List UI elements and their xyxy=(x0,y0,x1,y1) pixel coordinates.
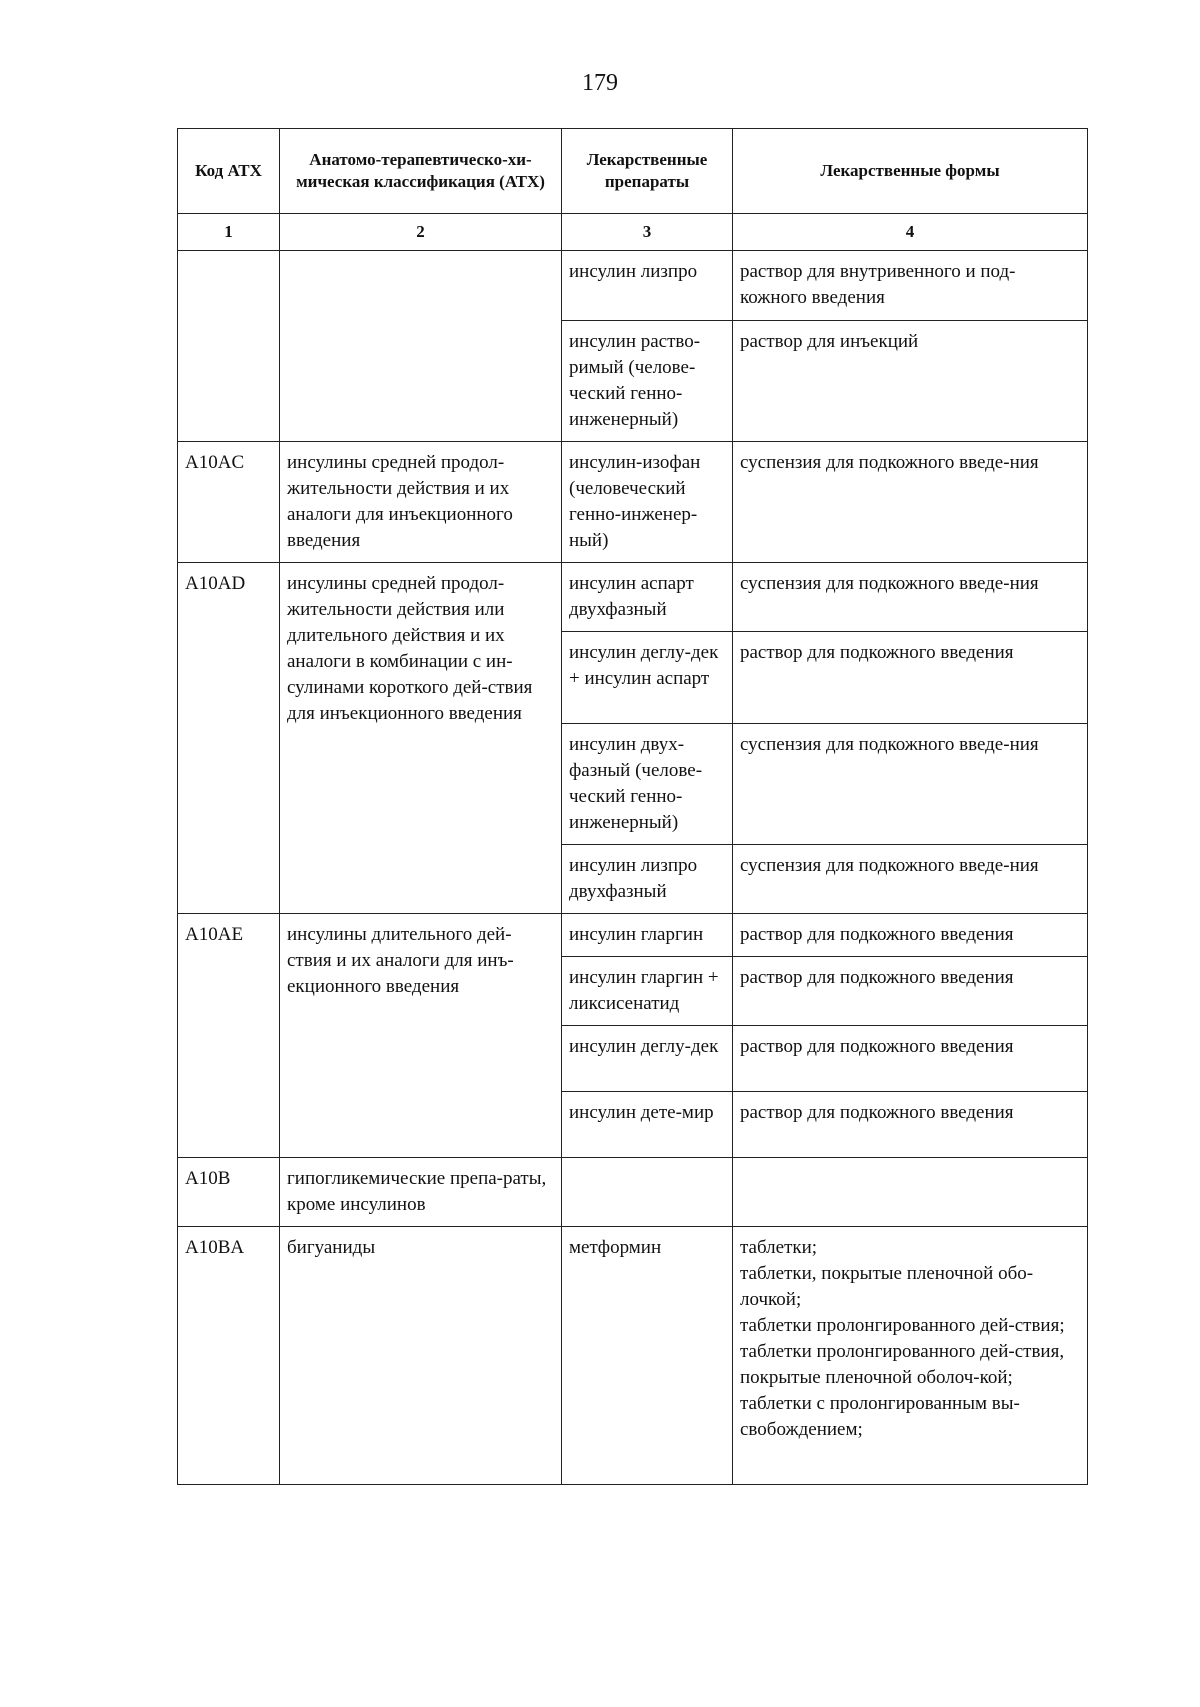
table-row xyxy=(178,914,1088,957)
drug-cell: инсулин аспарт двухфазный xyxy=(562,563,733,632)
atx-code-cell: A10AD xyxy=(178,563,280,914)
dosage-form-cell xyxy=(733,1227,1088,1485)
atx-code-cell: A10B xyxy=(178,1158,280,1227)
table-header xyxy=(178,129,1088,251)
atx-code-cell: A10AC xyxy=(178,442,280,563)
drug-cell: инсулин раство-римый (челове-ческий генно-инженерный) xyxy=(562,321,733,442)
column-number-3: 3 xyxy=(562,214,733,251)
dosage-form-cell: раствор для подкожного введения xyxy=(733,1092,1088,1158)
drug-cell xyxy=(562,1158,733,1227)
drug-cell: инсулин-изофан (человеческий генно-инженер-ный) xyxy=(562,442,733,563)
dosage-form-cell: раствор для внутривенного и под-кожного введения xyxy=(733,251,1088,321)
dosage-form-cell: суспензия для подкожного введе-ния xyxy=(733,563,1088,632)
column-number-2: 2 xyxy=(280,214,562,251)
header-classification: Анатомо-терапевтическо-хи-мическая классификация (АТХ) xyxy=(280,129,562,214)
dosage-form-cell: суспензия для подкожного введе-ния xyxy=(733,442,1088,563)
drug-cell: инсулин дете-мир xyxy=(562,1092,733,1158)
atx-classification-cell xyxy=(280,251,562,442)
atx-table xyxy=(177,128,1088,1485)
header-forms: Лекарственные формы xyxy=(733,129,1088,214)
atx-code-cell: A10BA xyxy=(178,1227,280,1485)
atx-classification-cell: бигуаниды xyxy=(280,1227,562,1485)
atx-code-cell xyxy=(178,251,280,442)
page-number: 179 xyxy=(582,70,618,96)
drug-cell: инсулин лизпро двухфазный xyxy=(562,845,733,914)
dosage-form-line: таблетки пролонгированного дей-ствия, покрытые пленочной оболоч-кой; xyxy=(740,1341,1065,1388)
dosage-form-line: таблетки; xyxy=(740,1237,818,1258)
atx-classification-cell: инсулины средней продол-жительности действия и их аналоги для инъекционного введения xyxy=(280,442,562,563)
drug-cell: инсулин гларгин + ликсисенатид xyxy=(562,957,733,1026)
dosage-form-cell: раствор для инъекций xyxy=(733,321,1088,442)
drug-cell: инсулин деглу-дек + инсулин аспарт xyxy=(562,632,733,724)
drug-cell: метформин xyxy=(562,1227,733,1485)
table-body xyxy=(178,251,1088,1485)
drug-cell: инсулин гларгин xyxy=(562,914,733,957)
dosage-form-cell: раствор для подкожного введения xyxy=(733,1026,1088,1092)
dosage-form-cell: суспензия для подкожного введе-ния xyxy=(733,845,1088,914)
table-row xyxy=(178,1158,1088,1227)
atx-classification-cell: инсулины средней продол-жительности действия или длительного действия и их аналоги в комбинации с ин-сулинами короткого дей-ствия для инъекционного введения xyxy=(280,563,562,914)
column-number-1: 1 xyxy=(178,214,280,251)
column-number-4: 4 xyxy=(733,214,1088,251)
dosage-form-cell: раствор для подкожного введения xyxy=(733,914,1088,957)
drug-cell: инсулин лизпро xyxy=(562,251,733,321)
dosage-form-cell: суспензия для подкожного введе-ния xyxy=(733,724,1088,845)
dosage-form-cell xyxy=(733,1158,1088,1227)
table-row xyxy=(178,563,1088,632)
table-row xyxy=(178,251,1088,321)
table-row xyxy=(178,442,1088,563)
dosage-form-line: таблетки, покрытые пленочной обо-лочкой; xyxy=(740,1263,1034,1310)
atx-code-cell: A10AE xyxy=(178,914,280,1158)
drug-cell: инсулин деглу-дек xyxy=(562,1026,733,1092)
dosage-form-line: таблетки пролонгированного дей-ствия; xyxy=(740,1315,1065,1336)
atx-classification-cell: гипогликемические препа-раты, кроме инсулинов xyxy=(280,1158,562,1227)
dosage-form-cell: раствор для подкожного введения xyxy=(733,957,1088,1026)
atx-classification-cell: инсулины длительного дей-ствия и их аналоги для инъ-екционного введения xyxy=(280,914,562,1158)
table-row xyxy=(178,1227,1088,1485)
dosage-form-line: таблетки с пролонгированным вы-свобождением; xyxy=(740,1393,1020,1440)
drug-cell: инсулин двух-фазный (челове-ческий генно-инженерный) xyxy=(562,724,733,845)
header-drugs: Лекарственные препараты xyxy=(562,129,733,214)
header-code: Код АТХ xyxy=(178,129,280,214)
dosage-form-cell: раствор для подкожного введения xyxy=(733,632,1088,724)
